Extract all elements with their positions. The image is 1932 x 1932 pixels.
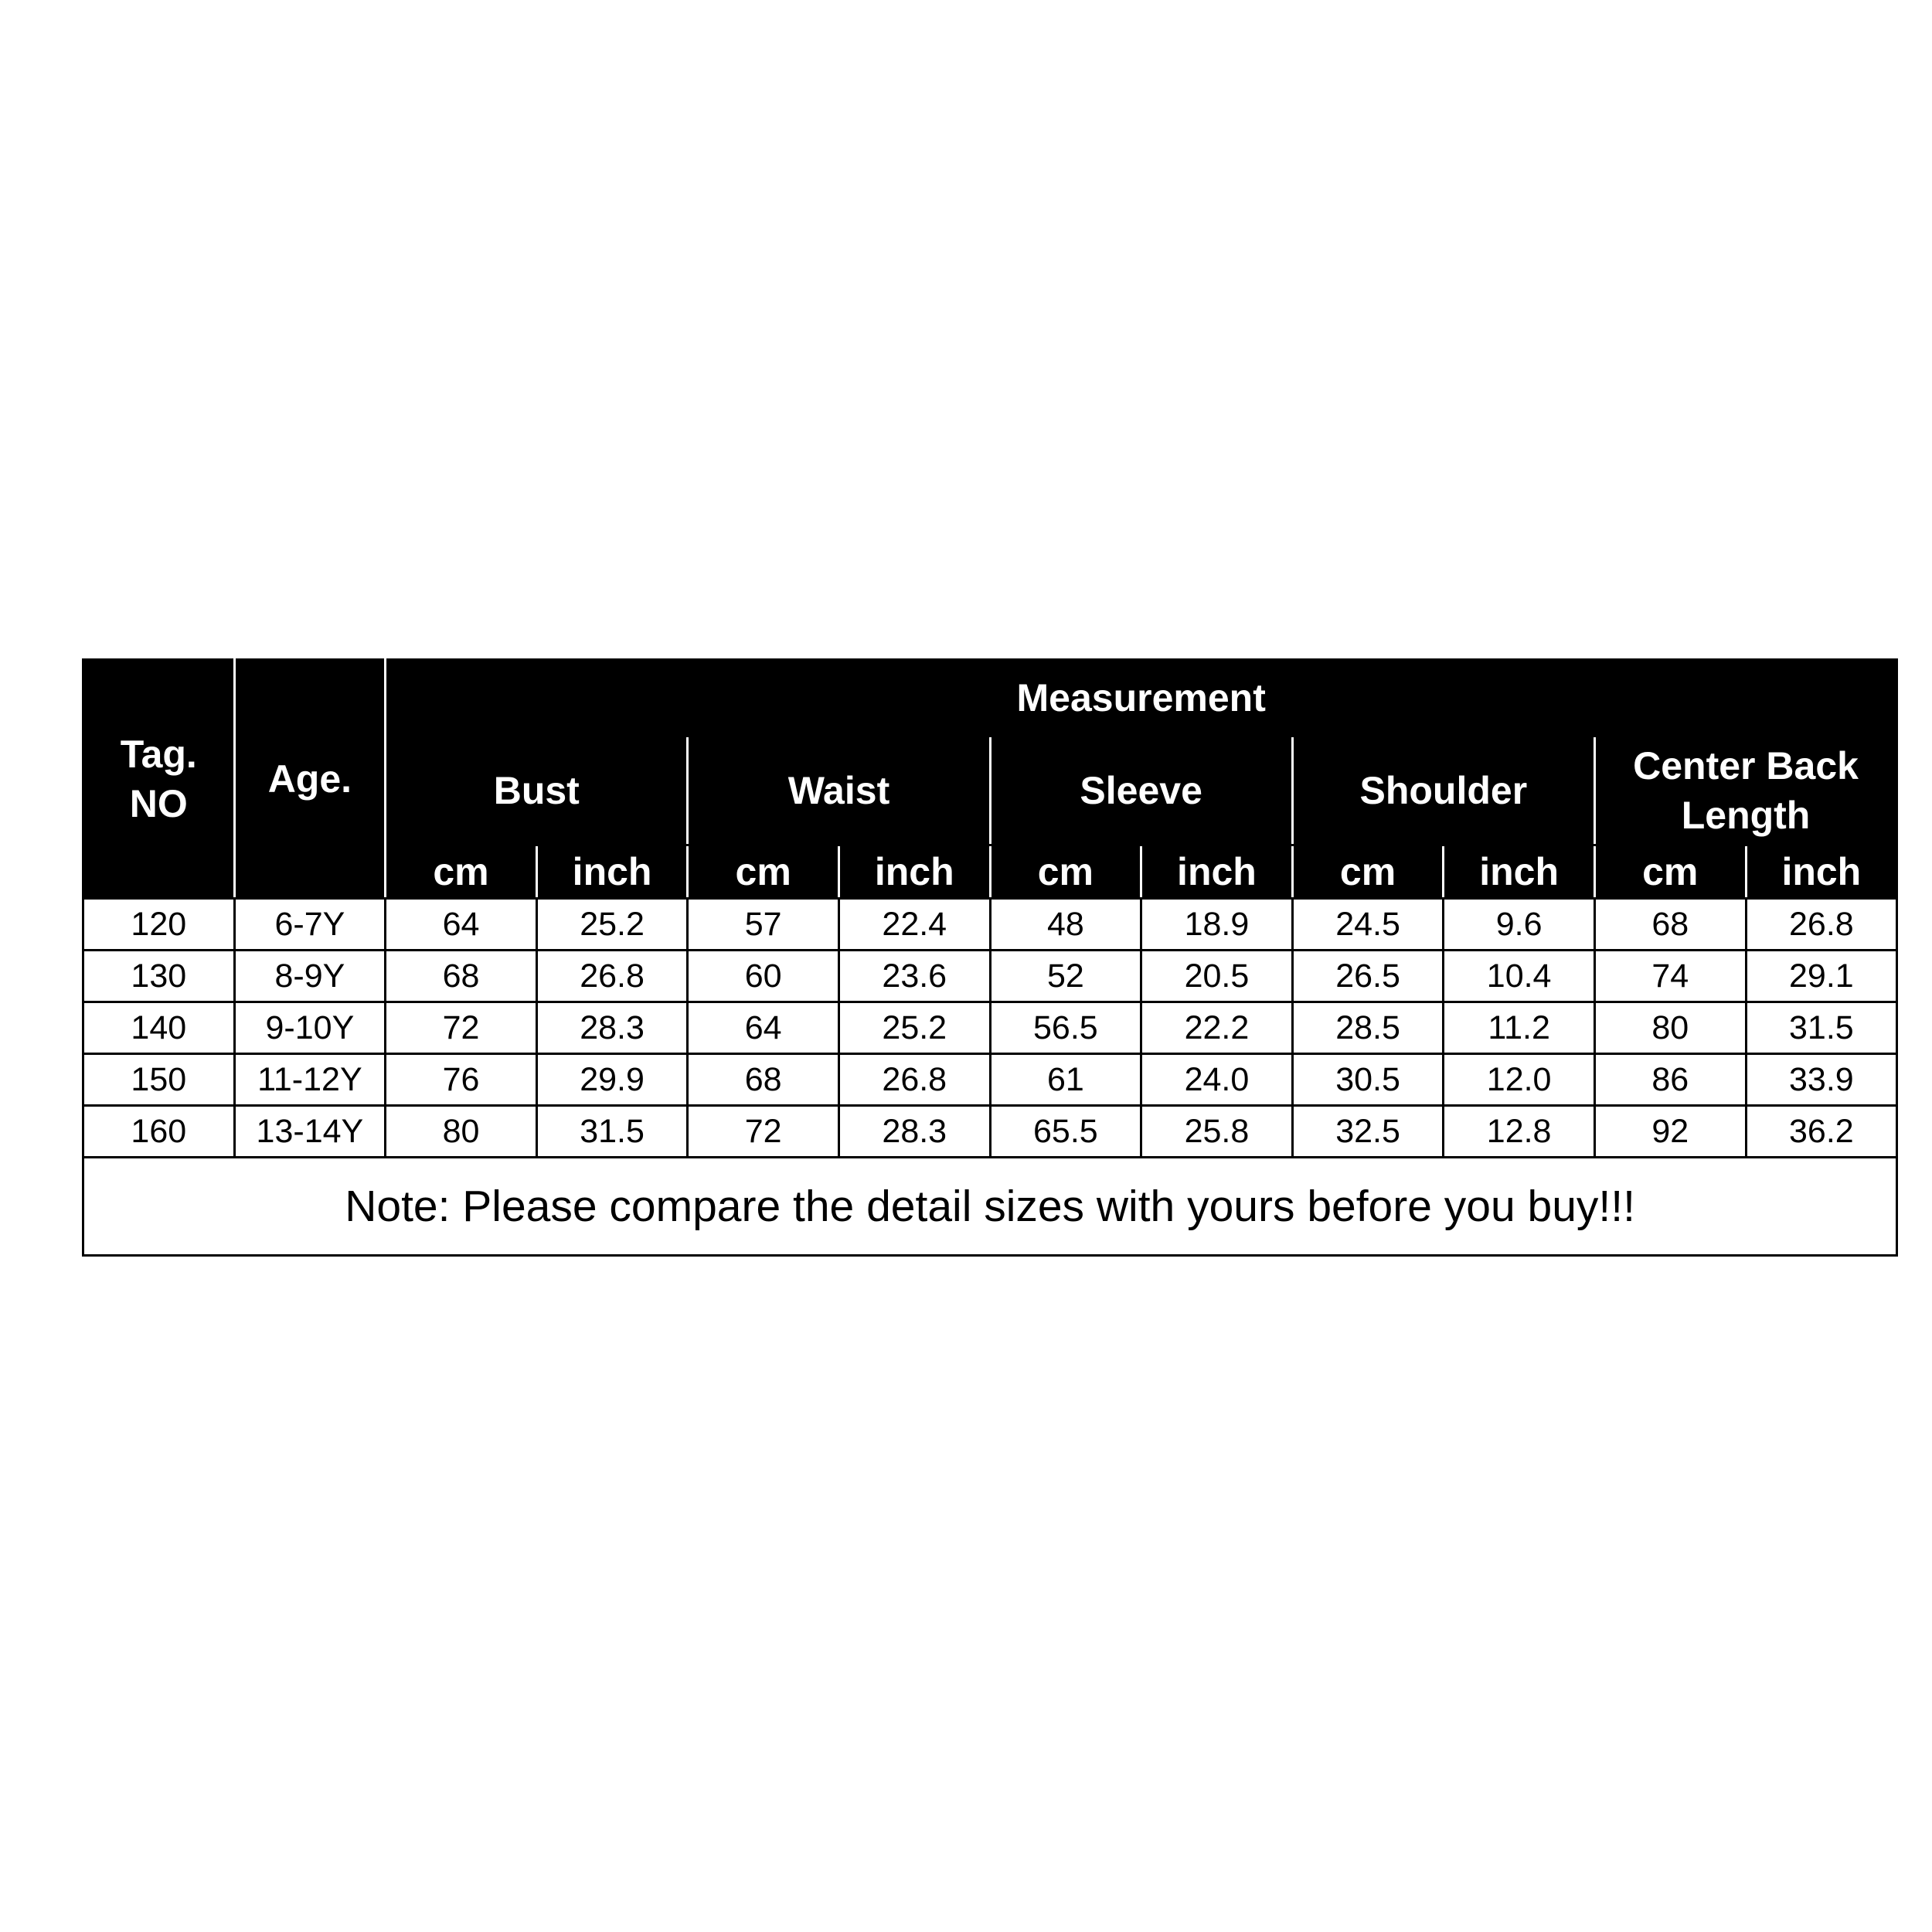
table-cell: 26.8 — [1746, 899, 1897, 951]
header-tag-no-text: Tag. NO — [120, 733, 197, 825]
table-cell: 20.5 — [1141, 951, 1293, 1002]
header-group-label: Sleeve — [1080, 768, 1202, 812]
table-cell: 57 — [688, 899, 839, 951]
table-cell: 60 — [688, 951, 839, 1002]
table-cell: 9.6 — [1444, 899, 1595, 951]
header-measurement — [386, 660, 1897, 736]
table-cell: 24.0 — [1141, 1054, 1293, 1106]
table-cell: 72 — [688, 1106, 839, 1158]
unit-cell: inch — [838, 845, 990, 899]
table-cell: 68 — [1594, 899, 1746, 951]
unit-cell: inch — [536, 845, 688, 899]
header-group-label: Shoulder — [1359, 768, 1528, 812]
table-cell: 25.2 — [536, 899, 688, 951]
table-cell: 22.4 — [838, 899, 990, 951]
table-cell: 10.4 — [1444, 951, 1595, 1002]
table-row — [83, 1106, 1897, 1158]
table-cell: 11.2 — [1444, 1002, 1595, 1054]
table-cell: 68 — [688, 1054, 839, 1106]
table-cell: 22.2 — [1141, 1002, 1293, 1054]
table-cell: 80 — [1594, 1002, 1746, 1054]
size-chart-header — [83, 660, 1897, 899]
table-cell: 61 — [990, 1054, 1141, 1106]
table-cell: 68 — [386, 951, 537, 1002]
table-cell: 11-12Y — [234, 1054, 386, 1106]
table-cell: 140 — [83, 1002, 235, 1054]
table-cell: 65.5 — [990, 1106, 1141, 1158]
table-row — [83, 899, 1897, 951]
header-age-text: Age. — [267, 757, 352, 801]
table-cell: 31.5 — [536, 1106, 688, 1158]
table-cell: 28.3 — [838, 1106, 990, 1158]
table-cell: 29.9 — [536, 1054, 688, 1106]
unit-cell: inch — [1141, 845, 1293, 899]
table-cell: 26.8 — [838, 1054, 990, 1106]
table-cell: 150 — [83, 1054, 235, 1106]
table-cell: 6-7Y — [234, 899, 386, 951]
table-cell: 26.5 — [1292, 951, 1444, 1002]
table-cell: 26.8 — [536, 951, 688, 1002]
table-row — [83, 1002, 1897, 1054]
table-cell: 25.8 — [1141, 1106, 1293, 1158]
table-cell: 130 — [83, 951, 235, 1002]
header-measurement-text: Measurement — [1016, 675, 1266, 719]
table-cell: 13-14Y — [234, 1106, 386, 1158]
table-cell: 30.5 — [1292, 1054, 1444, 1106]
unit-cell: cm — [990, 845, 1141, 899]
unit-cell: cm — [688, 845, 839, 899]
header-group-waist — [688, 736, 990, 845]
unit-cell: cm — [1594, 845, 1746, 899]
note-row — [83, 1158, 1897, 1256]
table-cell: 33.9 — [1746, 1054, 1897, 1106]
table-cell: 28.3 — [536, 1002, 688, 1054]
size-chart-table — [82, 658, 1898, 1257]
unit-cell: inch — [1746, 845, 1897, 899]
table-cell: 18.9 — [1141, 899, 1293, 951]
table-cell: 64 — [688, 1002, 839, 1054]
table-cell: 72 — [386, 1002, 537, 1054]
table-cell: 23.6 — [838, 951, 990, 1002]
table-cell: 24.5 — [1292, 899, 1444, 951]
header-group-sleeve — [990, 736, 1292, 845]
table-cell: 8-9Y — [234, 951, 386, 1002]
table-cell: 92 — [1594, 1106, 1746, 1158]
table-cell: 31.5 — [1746, 1002, 1897, 1054]
table-cell: 80 — [386, 1106, 537, 1158]
table-cell: 36.2 — [1746, 1106, 1897, 1158]
table-cell: 86 — [1594, 1054, 1746, 1106]
table-row — [83, 951, 1897, 1002]
header-group-label: Center Back Length — [1633, 744, 1859, 837]
table-cell: 120 — [83, 899, 235, 951]
table-cell: 74 — [1594, 951, 1746, 1002]
table-cell: 64 — [386, 899, 537, 951]
header-age — [234, 660, 386, 899]
table-cell: 76 — [386, 1054, 537, 1106]
table-cell: 48 — [990, 899, 1141, 951]
header-tag-no — [83, 660, 235, 899]
table-cell: 32.5 — [1292, 1106, 1444, 1158]
table-cell: 12.8 — [1444, 1106, 1595, 1158]
unit-cell: cm — [1292, 845, 1444, 899]
table-cell: 52 — [990, 951, 1141, 1002]
unit-cell: cm — [386, 845, 537, 899]
table-cell: 28.5 — [1292, 1002, 1444, 1054]
header-group-label: Bust — [493, 768, 580, 812]
table-cell: 25.2 — [838, 1002, 990, 1054]
header-group-label: Waist — [787, 768, 890, 812]
header-group-shoulder — [1292, 736, 1594, 845]
table-cell: 160 — [83, 1106, 235, 1158]
table-cell: 9-10Y — [234, 1002, 386, 1054]
header-row-top — [83, 660, 1897, 736]
header-group-bust — [386, 736, 688, 845]
table-cell: 29.1 — [1746, 951, 1897, 1002]
header-group-center-back-length — [1594, 736, 1896, 845]
table-cell: 56.5 — [990, 1002, 1141, 1054]
note-text: Note: Please compare the detail sizes with yours before you buy!!! — [83, 1158, 1897, 1256]
size-chart-body — [83, 899, 1897, 1256]
unit-cell: inch — [1444, 845, 1595, 899]
table-cell: 12.0 — [1444, 1054, 1595, 1106]
table-row — [83, 1054, 1897, 1106]
